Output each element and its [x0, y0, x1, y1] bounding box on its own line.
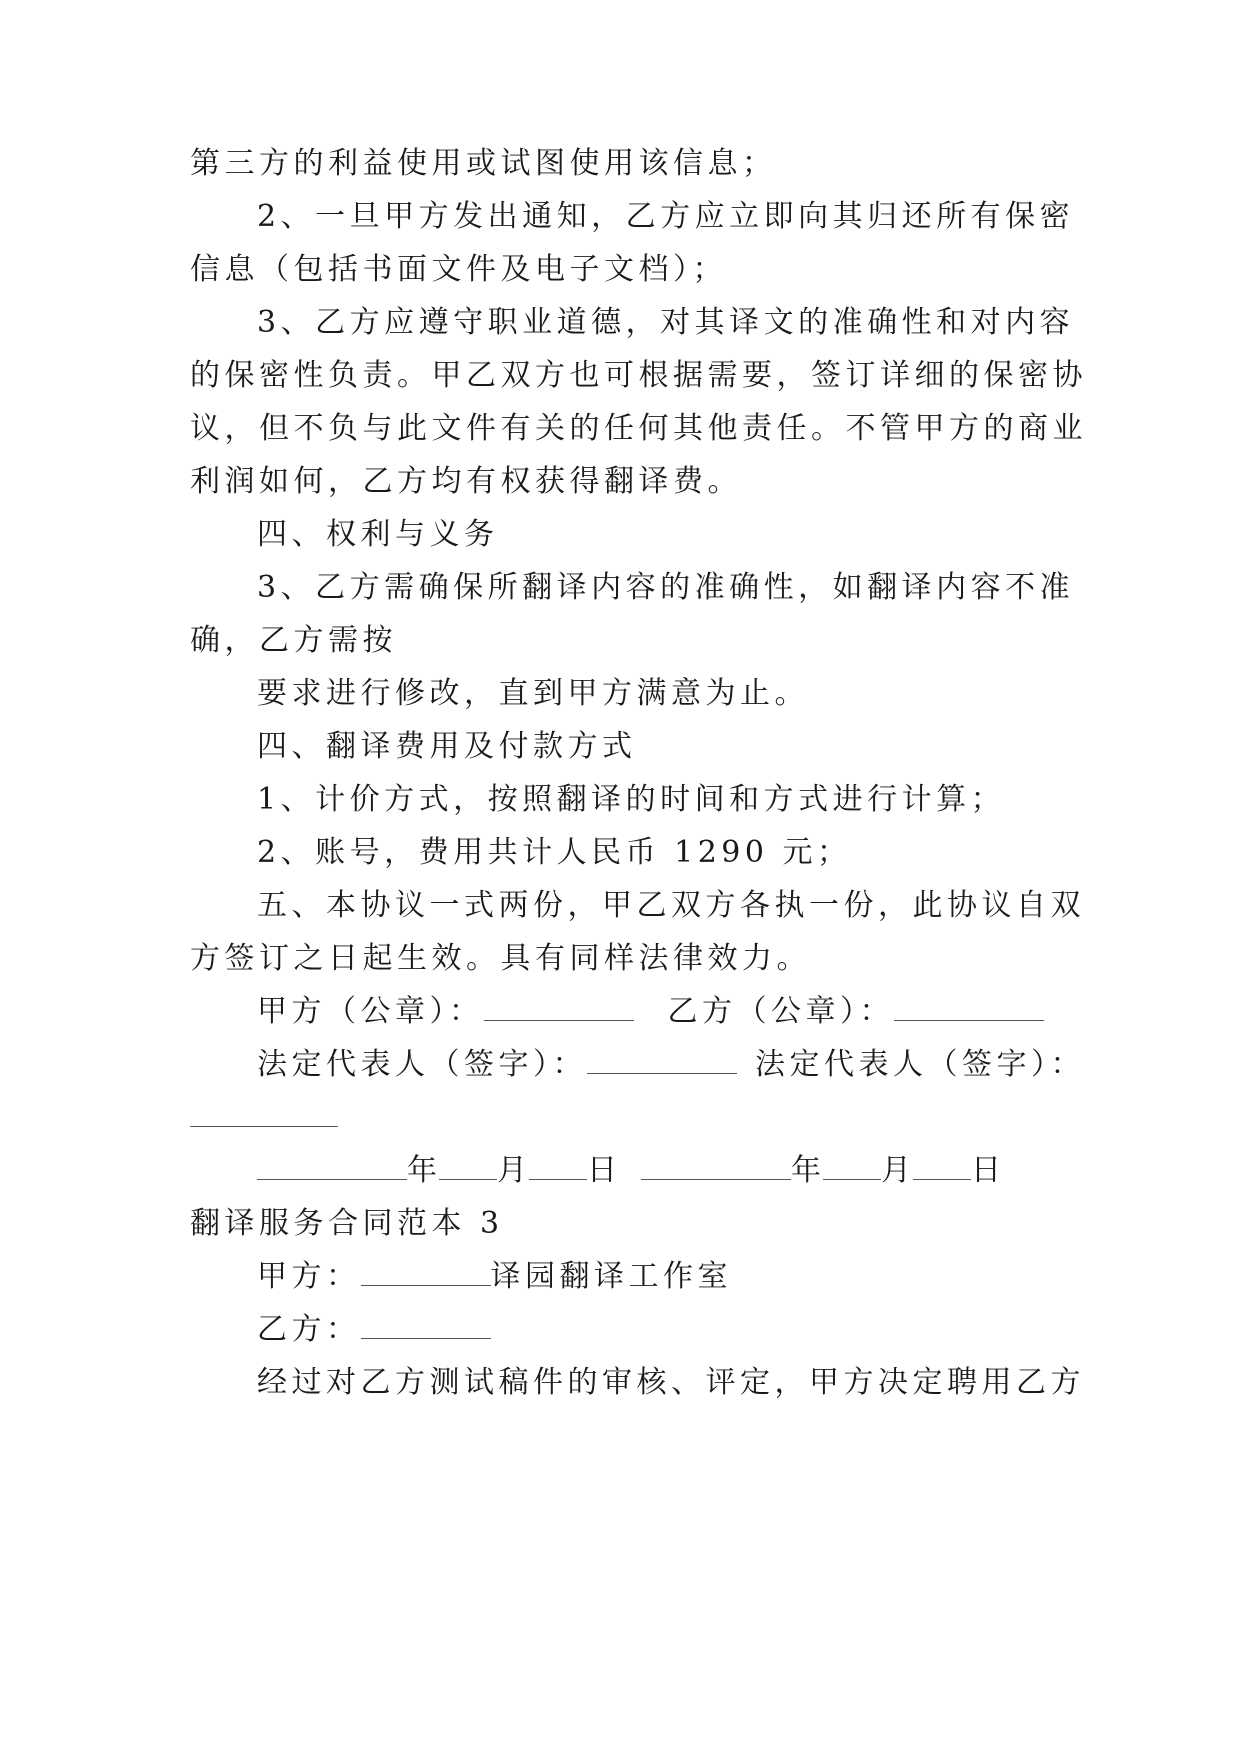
- paragraph-line: 五、本协议一式两份，甲乙双方各执一份，此协议自双: [257, 888, 1085, 923]
- party-b-rep-blank-line: [190, 1100, 1060, 1136]
- paragraph-line: 的保密性负责。甲乙双方也可根据需要，签订详细的保密协: [190, 358, 1087, 393]
- party-a-rep-blank[interactable]: [587, 1047, 737, 1074]
- representative-line: [257, 1047, 1127, 1083]
- month-label: 月: [497, 1153, 529, 1188]
- month-blank-b[interactable]: [823, 1153, 881, 1180]
- date-line: [257, 1153, 1127, 1189]
- month-blank-a[interactable]: [439, 1153, 497, 1180]
- party-a-seal-blank[interactable]: [484, 994, 634, 1021]
- year-blank-b[interactable]: [641, 1153, 791, 1180]
- paragraph-line: 3、乙方需确保所翻译内容的准确性，如翻译内容不准: [257, 570, 1075, 605]
- section-heading: 四、翻译费用及付款方式: [257, 729, 637, 764]
- day-blank-a[interactable]: [529, 1153, 587, 1180]
- party-b-seal-blank[interactable]: [894, 994, 1044, 1021]
- paragraph-line: 确，乙方需按: [190, 623, 397, 658]
- party-a-rep-label: 法定代表人（签字）：: [257, 1047, 587, 1082]
- party-b-line: [257, 1312, 1127, 1348]
- party-a-seal-label: 甲方（公章）：: [257, 994, 484, 1029]
- paragraph-line: 方签订之日起生效。具有同样法律效力。: [190, 941, 811, 976]
- paragraph-line: 3、乙方应遵守职业道德，对其译文的准确性和对内容: [257, 305, 1075, 340]
- month-label: 月: [881, 1153, 913, 1188]
- paragraph-line: 利润如何，乙方均有权获得翻译费。: [190, 464, 742, 499]
- year-label: 年: [407, 1153, 439, 1188]
- seal-line: [257, 994, 1127, 1030]
- party-a-blank[interactable]: [361, 1259, 491, 1286]
- party-a-line: [257, 1259, 1127, 1295]
- contract-title: 翻译服务合同范本 3: [190, 1206, 504, 1241]
- year-label: 年: [791, 1153, 823, 1188]
- paragraph-line: 议，但不负与此文件有关的任何其他责任。不管甲方的商业: [190, 411, 1087, 446]
- paragraph-line: 信息（包括书面文件及电子文档）；: [190, 252, 727, 287]
- day-label: 日: [971, 1153, 1003, 1188]
- paragraph-line: 1、计价方式，按照翻译的时间和方式进行计算；: [257, 782, 1006, 817]
- party-a-label: 甲方：: [257, 1259, 361, 1294]
- year-blank-a[interactable]: [257, 1153, 407, 1180]
- day-label: 日: [587, 1153, 619, 1188]
- party-b-seal-label: 乙方（公章）：: [667, 994, 894, 1029]
- paragraph-line: 2、一旦甲方发出通知，乙方应立即向其归还所有保密: [257, 199, 1075, 234]
- party-a-name: 译园翻译工作室: [490, 1259, 732, 1294]
- paragraph-line: 第三方的利益使用或试图使用该信息；: [190, 146, 777, 181]
- party-b-blank[interactable]: [361, 1312, 491, 1339]
- party-b-label: 乙方：: [257, 1312, 361, 1347]
- party-b-rep-blank[interactable]: [190, 1100, 338, 1127]
- paragraph-line: 2、账号，费用共计人民币 1290 元；: [257, 835, 852, 870]
- section-heading: 四、权利与义务: [257, 517, 499, 552]
- party-b-rep-label: 法定代表人（签字）：: [755, 1047, 1085, 1082]
- day-blank-b[interactable]: [913, 1153, 971, 1180]
- paragraph-line: 经过对乙方测试稿件的审核、评定，甲方决定聘用乙方: [257, 1365, 1085, 1400]
- paragraph-line: 要求进行修改，直到甲方满意为止。: [257, 676, 809, 711]
